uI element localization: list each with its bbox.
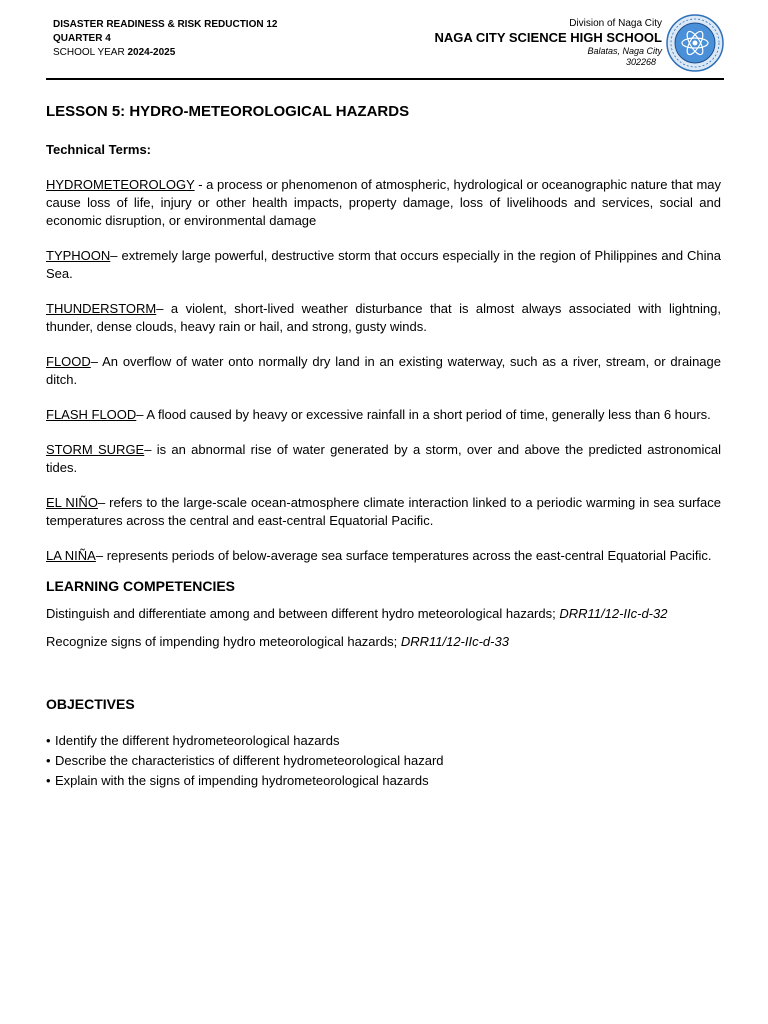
term-name: FLASH FLOOD	[46, 407, 137, 422]
term-definition: – refers to the large-scale ocean-atmosphere climate interaction linked to a periodic warming in sea surface temperatures across the central and east-central Equatorial Pacific.	[46, 495, 722, 528]
course-info	[53, 18, 277, 60]
term-definition: – A flood caused by heavy or excessive rainfall in a short period of time, generally less than 6 hours.	[136, 407, 711, 422]
lesson-title: LESSON 5: HYDRO-METEOROLOGICAL HAZARDS	[46, 103, 410, 120]
term-name: HYDROMETEOROLOGY	[46, 177, 195, 192]
quarter-label: QUARTER 4	[53, 33, 111, 44]
term-definition: – represents periods of below-average sea surface temperatures across the east-central Equatorial Pacific.	[95, 548, 712, 563]
term-name: THUNDERSTORM	[46, 301, 157, 316]
school-address: Balatas, Naga City	[587, 46, 662, 56]
school-seal-icon	[666, 14, 724, 72]
term-entry	[46, 441, 721, 477]
objective-item	[46, 751, 721, 771]
competencies-heading: LEARNING COMPETENCIES	[46, 578, 236, 594]
term-name: FLOOD	[46, 354, 91, 369]
objective-text: Describe the characteristics of different hydrometeorological hazard	[55, 753, 444, 768]
header-divider	[46, 78, 724, 80]
term-entry	[46, 494, 721, 530]
school-year-line	[53, 46, 277, 60]
competency-code: DRR11/12-IIc-d-32	[559, 606, 668, 621]
term-definition: – is an abnormal rise of water generated by a storm, over and above the predicted astronomical tides.	[46, 442, 721, 475]
technical-terms-heading: Technical Terms:	[46, 142, 151, 157]
school-name: NAGA CITY SCIENCE HIGH SCHOOL	[434, 30, 662, 45]
term-definition: - a process or phenomenon of atmospheric, hydrological or oceanographic nature that may cause loss of life, injury or other health impacts, property damage, loss of livelihoods and services, social and economic disruption, or environmental damage	[46, 177, 721, 228]
document-header	[46, 14, 724, 78]
subject-title: DISASTER READINESS & RISK REDUCTION 12	[53, 19, 278, 30]
terms-list	[46, 176, 721, 565]
term-definition: – An overflow of water onto normally dry land in an existing waterway, such as a river, stream, or drainage ditch.	[46, 354, 721, 387]
term-entry	[46, 406, 721, 424]
objective-item	[46, 771, 721, 791]
term-definition: – a violent, short-lived weather disturbance that is almost always associated with lightning, thunder, dense clouds, heavy rain or hail, and strong, gusty winds.	[46, 301, 721, 334]
school-year-label: SCHOOL YEAR	[53, 47, 125, 58]
school-info	[434, 18, 662, 68]
term-name: STORM SURGE	[46, 442, 145, 457]
term-name: EL NIÑO	[46, 495, 98, 510]
competency-code: DRR11/12-IIc-d-33	[400, 634, 509, 649]
competency-item	[46, 605, 721, 623]
objectives-list	[46, 731, 721, 791]
term-entry	[46, 300, 721, 336]
objective-text: Identify the different hydrometeorological hazards	[55, 733, 340, 748]
lesson-content	[46, 103, 721, 791]
objectives-heading: OBJECTIVES	[46, 696, 135, 712]
division-name: Division of Naga City	[569, 18, 662, 29]
competency-item	[46, 633, 721, 651]
competency-text: Recognize signs of impending hydro meteorological hazards;	[46, 634, 401, 649]
bullet-icon: •	[46, 753, 51, 768]
term-name: LA NIÑA	[46, 548, 96, 563]
bullet-icon: •	[46, 773, 51, 788]
term-definition: – extremely large powerful, destructive storm that occurs especially in the region of Philippines and China Sea.	[46, 248, 721, 281]
school-year-value: 2024-2025	[127, 47, 176, 58]
competency-text: Distinguish and differentiate among and between different hydro meteorological hazards;	[46, 606, 560, 621]
objective-text: Explain with the signs of impending hydrometeorological hazards	[55, 773, 429, 788]
term-entry	[46, 247, 721, 283]
objective-item	[46, 731, 721, 751]
bullet-icon: •	[46, 733, 51, 748]
school-id: 302268	[625, 57, 656, 67]
term-name: TYPHOON	[46, 248, 111, 263]
term-entry	[46, 176, 721, 230]
term-entry	[46, 547, 721, 565]
term-entry	[46, 353, 721, 389]
